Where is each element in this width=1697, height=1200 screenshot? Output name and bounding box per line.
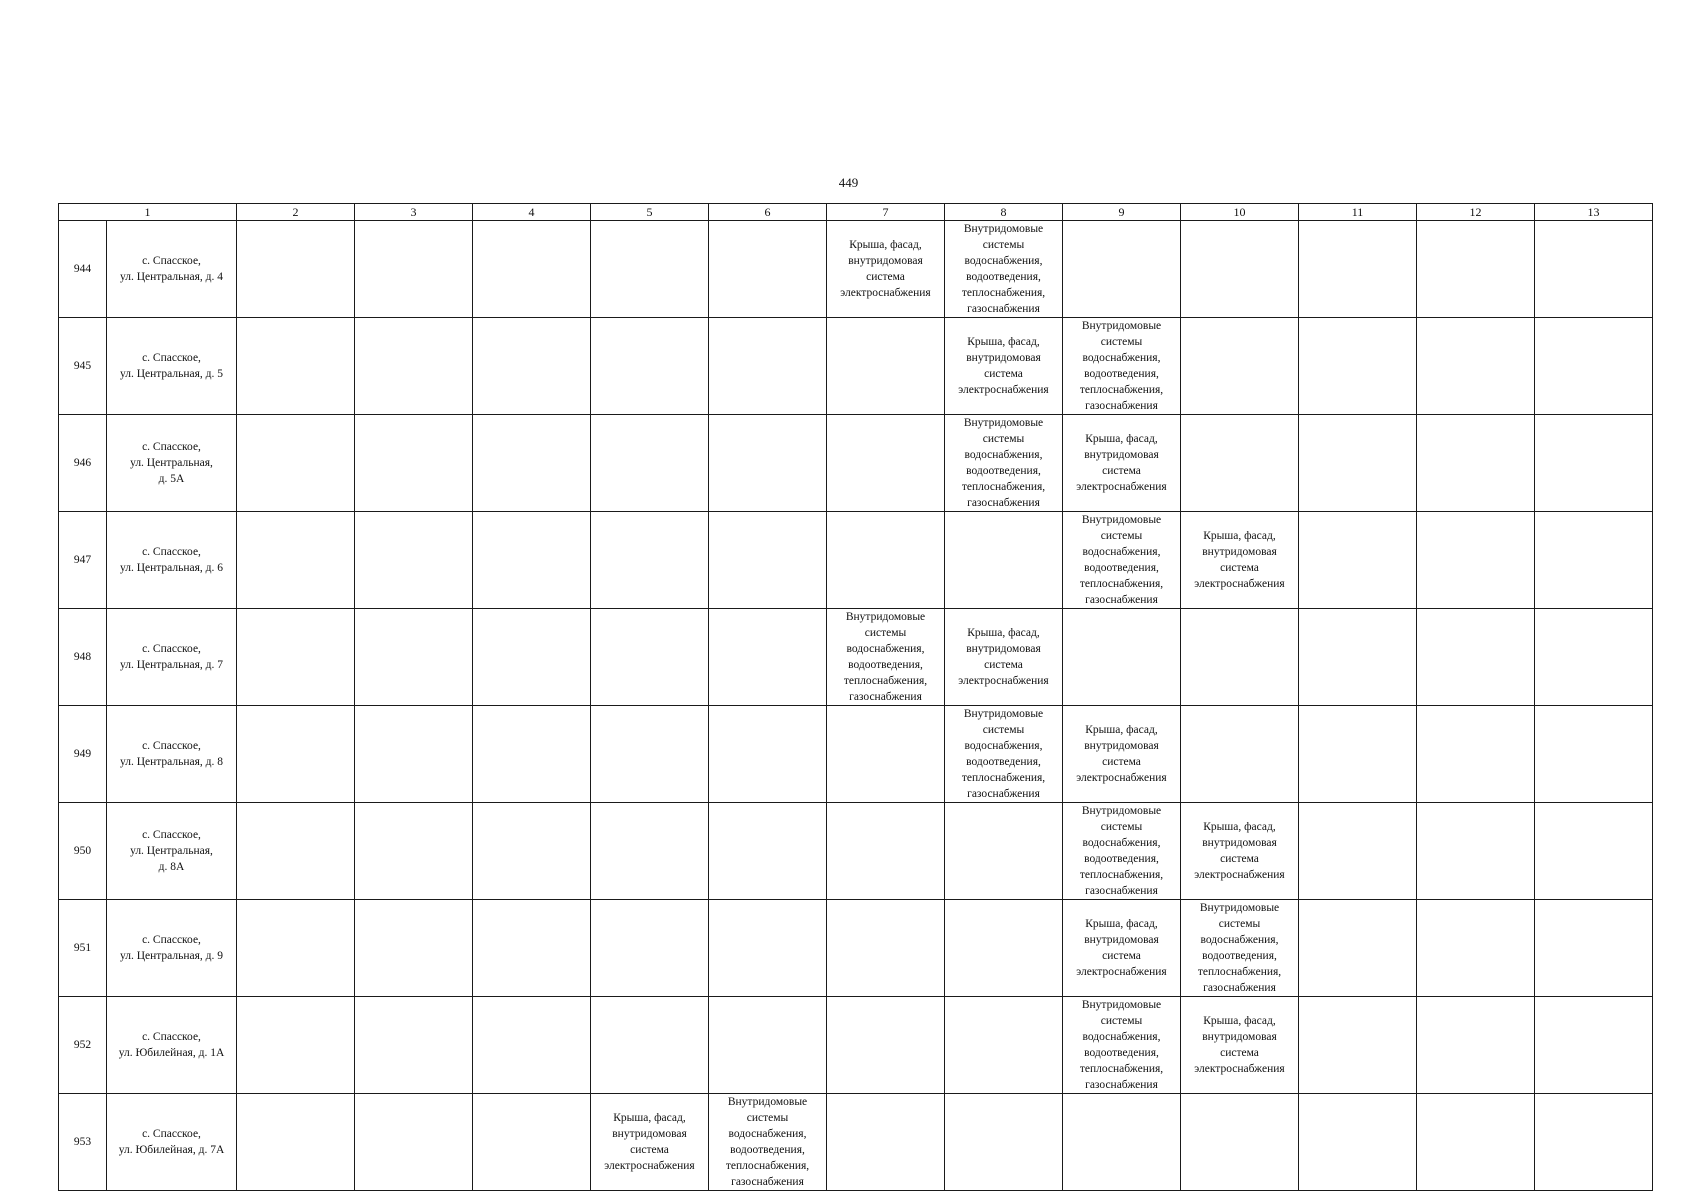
row-number: 950 — [59, 803, 107, 900]
row-number: 953 — [59, 1094, 107, 1191]
work-line: теплоснабжения, — [961, 772, 1046, 784]
work-line: водоснабжения, — [728, 1128, 807, 1140]
address-line: ул. Центральная, д. 7 — [119, 659, 224, 671]
address-cell — [107, 997, 237, 1094]
column-header-13: 13 — [1535, 204, 1653, 221]
row-number: 944 — [59, 221, 107, 318]
work-line: система — [1102, 950, 1141, 962]
work-line: водоснабжения, — [964, 740, 1043, 752]
work-line: электроснабжения — [1194, 578, 1285, 590]
table-row — [59, 221, 1653, 318]
work-cell-col-9 — [1063, 318, 1181, 415]
work-line: внутридомовая — [1202, 837, 1277, 849]
address-line: с. Спасское, — [142, 829, 201, 841]
work-cell-col-5 — [591, 803, 709, 900]
work-line: внутридомовая — [848, 255, 923, 267]
address-line: д. 5А — [158, 473, 185, 485]
work-cell-col-3 — [355, 221, 473, 318]
work-cell-col-12 — [1417, 318, 1535, 415]
address-line: ул. Центральная, д. 4 — [119, 271, 224, 283]
work-cell-col-3 — [355, 706, 473, 803]
work-line: Крыша, фасад, — [613, 1112, 686, 1124]
address-cell — [107, 803, 237, 900]
table-row — [59, 609, 1653, 706]
work-cell-col-2 — [237, 1094, 355, 1191]
work-cell-col-5 — [591, 706, 709, 803]
table-body — [59, 221, 1653, 1191]
work-line: системы — [982, 724, 1025, 736]
table-row — [59, 415, 1653, 512]
address-cell — [107, 318, 237, 415]
table-row — [59, 997, 1653, 1094]
work-cell-col-5 — [591, 318, 709, 415]
work-line: водоснабжения, — [1082, 837, 1161, 849]
work-cell-col-7 — [827, 609, 945, 706]
work-cell-col-13 — [1535, 803, 1653, 900]
work-cell-col-4 — [473, 512, 591, 609]
column-header-11: 11 — [1299, 204, 1417, 221]
work-cell-col-13 — [1535, 415, 1653, 512]
work-cell-col-6 — [709, 997, 827, 1094]
work-line: системы — [746, 1112, 789, 1124]
column-header-10: 10 — [1181, 204, 1299, 221]
work-cell-col-7 — [827, 706, 945, 803]
work-cell-col-6 — [709, 415, 827, 512]
work-cell-col-8 — [945, 997, 1063, 1094]
work-line: теплоснабжения, — [1079, 578, 1164, 590]
work-line: системы — [1100, 1015, 1143, 1027]
work-cell-col-8 — [945, 900, 1063, 997]
work-cell-col-7 — [827, 803, 945, 900]
work-cell-col-12 — [1417, 512, 1535, 609]
work-cell-col-5 — [591, 512, 709, 609]
work-cell-col-3 — [355, 997, 473, 1094]
column-number-header-row — [59, 204, 1653, 221]
work-line: водоотведения, — [1084, 853, 1159, 865]
work-cell-col-10 — [1181, 512, 1299, 609]
work-cell-col-4 — [473, 221, 591, 318]
work-line: водоснабжения, — [964, 255, 1043, 267]
column-header-5: 5 — [591, 204, 709, 221]
work-line: электроснабжения — [1076, 966, 1167, 978]
work-line: электроснабжения — [958, 384, 1049, 396]
work-cell-col-10 — [1181, 318, 1299, 415]
work-cell-col-11 — [1299, 803, 1417, 900]
work-line: системы — [1100, 821, 1143, 833]
work-line: Крыша, фасад, — [967, 336, 1040, 348]
page-number: 449 — [838, 175, 859, 190]
work-cell-col-6 — [709, 1094, 827, 1191]
work-cell-col-2 — [237, 803, 355, 900]
work-cell-col-10 — [1181, 997, 1299, 1094]
work-cell-col-10 — [1181, 609, 1299, 706]
column-header-8: 8 — [945, 204, 1063, 221]
work-cell-col-10 — [1181, 900, 1299, 997]
work-line: система — [1220, 562, 1259, 574]
work-line: теплоснабжения, — [1197, 966, 1282, 978]
table-row — [59, 900, 1653, 997]
work-cell-col-2 — [237, 900, 355, 997]
address-line: с. Спасское, — [142, 255, 201, 267]
work-line: водоотведения, — [966, 465, 1041, 477]
work-cell-col-7 — [827, 997, 945, 1094]
work-cell-col-12 — [1417, 803, 1535, 900]
work-cell-col-8 — [945, 706, 1063, 803]
work-line: внутридомовая — [1084, 740, 1159, 752]
table-row — [59, 706, 1653, 803]
work-line: водоотведения, — [966, 756, 1041, 768]
work-line: газоснабжения — [1085, 1079, 1158, 1091]
work-cell-col-8 — [945, 415, 1063, 512]
address-line: ул. Центральная, — [130, 457, 213, 469]
work-line: водоотведения, — [1202, 950, 1277, 962]
work-cell-col-8 — [945, 318, 1063, 415]
work-line: системы — [1218, 918, 1261, 930]
address-line: с. Спасское, — [142, 352, 201, 364]
work-cell-col-9 — [1063, 997, 1181, 1094]
work-line: газоснабжения — [1085, 594, 1158, 606]
column-header-7: 7 — [827, 204, 945, 221]
row-number: 952 — [59, 997, 107, 1094]
address-line: с. Спасское, — [142, 1128, 201, 1140]
work-line: газоснабжения — [731, 1176, 804, 1188]
work-line: теплоснабжения, — [725, 1160, 810, 1172]
work-cell-col-6 — [709, 512, 827, 609]
work-line: водоотведения, — [966, 271, 1041, 283]
work-cell-col-10 — [1181, 706, 1299, 803]
work-cell-col-8 — [945, 1094, 1063, 1191]
work-cell-col-11 — [1299, 997, 1417, 1094]
work-cell-col-11 — [1299, 609, 1417, 706]
work-cell-col-5 — [591, 609, 709, 706]
work-cell-col-6 — [709, 318, 827, 415]
address-cell — [107, 415, 237, 512]
work-cell-col-4 — [473, 803, 591, 900]
work-line: газоснабжения — [849, 691, 922, 703]
work-cell-col-5 — [591, 900, 709, 997]
address-line: ул. Юбилейная, д. 7А — [118, 1144, 225, 1156]
work-line: внутридомовая — [1084, 449, 1159, 461]
work-cell-col-9 — [1063, 706, 1181, 803]
work-cell-col-8 — [945, 609, 1063, 706]
row-number: 949 — [59, 706, 107, 803]
work-line: теплоснабжения, — [961, 481, 1046, 493]
work-line: системы — [982, 239, 1025, 251]
work-cell-col-9 — [1063, 415, 1181, 512]
work-line: водоснабжения, — [1082, 1031, 1161, 1043]
column-header-2: 2 — [237, 204, 355, 221]
work-cell-col-3 — [355, 512, 473, 609]
work-cell-col-4 — [473, 1094, 591, 1191]
address-line: ул. Центральная, д. 5 — [119, 368, 224, 380]
work-cell-col-5 — [591, 221, 709, 318]
work-line: Крыша, фасад, — [1085, 724, 1158, 736]
work-line: Внутридомовые — [1199, 902, 1280, 914]
work-line: Крыша, фасад, — [1203, 821, 1276, 833]
work-cell-col-6 — [709, 803, 827, 900]
work-line: Внутридомовые — [963, 708, 1044, 720]
work-line: внутридомовая — [1084, 934, 1159, 946]
work-cell-col-4 — [473, 706, 591, 803]
work-cell-col-7 — [827, 221, 945, 318]
table-row — [59, 512, 1653, 609]
work-cell-col-9 — [1063, 1094, 1181, 1191]
work-line: система — [866, 271, 905, 283]
work-line: Крыша, фасад, — [849, 239, 922, 251]
work-line: теплоснабжения, — [961, 287, 1046, 299]
address-line: ул. Юбилейная, д. 1А — [118, 1047, 225, 1059]
work-cell-col-6 — [709, 900, 827, 997]
work-cell-col-11 — [1299, 221, 1417, 318]
work-cell-col-8 — [945, 803, 1063, 900]
address-cell — [107, 221, 237, 318]
work-line: электроснабжения — [1076, 481, 1167, 493]
work-line: Внутридомовые — [727, 1096, 808, 1108]
work-line: Внутридомовые — [1081, 999, 1162, 1011]
work-line: система — [1102, 756, 1141, 768]
work-cell-col-5 — [591, 415, 709, 512]
work-cell-col-8 — [945, 512, 1063, 609]
work-cell-col-12 — [1417, 1094, 1535, 1191]
work-cell-col-12 — [1417, 609, 1535, 706]
work-cell-col-7 — [827, 415, 945, 512]
row-number: 946 — [59, 415, 107, 512]
work-cell-col-13 — [1535, 1094, 1653, 1191]
work-cell-col-3 — [355, 318, 473, 415]
work-cell-col-3 — [355, 900, 473, 997]
work-cell-col-3 — [355, 415, 473, 512]
address-cell — [107, 706, 237, 803]
work-line: газоснабжения — [967, 303, 1040, 315]
work-cell-col-2 — [237, 221, 355, 318]
work-cell-col-4 — [473, 415, 591, 512]
work-cell-col-6 — [709, 706, 827, 803]
address-line: с. Спасское, — [142, 740, 201, 752]
work-line: газоснабжения — [967, 497, 1040, 509]
work-line: электроснабжения — [1194, 1063, 1285, 1075]
work-cell-col-3 — [355, 803, 473, 900]
work-cell-col-13 — [1535, 706, 1653, 803]
address-line: ул. Центральная, д. 6 — [119, 562, 224, 574]
work-cell-col-13 — [1535, 512, 1653, 609]
work-cell-col-11 — [1299, 318, 1417, 415]
work-line: внутридомовая — [966, 643, 1041, 655]
repair-schedule-table — [58, 203, 1653, 1191]
column-header-3: 3 — [355, 204, 473, 221]
work-cell-col-3 — [355, 1094, 473, 1191]
work-cell-col-12 — [1417, 706, 1535, 803]
work-cell-col-3 — [355, 609, 473, 706]
table-row — [59, 318, 1653, 415]
address-line: с. Спасское, — [142, 546, 201, 558]
work-cell-col-11 — [1299, 512, 1417, 609]
address-cell — [107, 512, 237, 609]
work-line: внутридомовая — [966, 352, 1041, 364]
work-line: Крыша, фасад, — [967, 627, 1040, 639]
work-cell-col-9 — [1063, 803, 1181, 900]
work-cell-col-4 — [473, 900, 591, 997]
work-line: водоснабжения, — [846, 643, 925, 655]
row-number: 951 — [59, 900, 107, 997]
work-cell-col-2 — [237, 609, 355, 706]
address-line: д. 8А — [158, 861, 185, 873]
work-line: теплоснабжения, — [843, 675, 928, 687]
work-cell-col-9 — [1063, 609, 1181, 706]
work-cell-col-11 — [1299, 415, 1417, 512]
work-cell-col-2 — [237, 415, 355, 512]
work-line: Внутридомовые — [963, 417, 1044, 429]
work-cell-col-10 — [1181, 803, 1299, 900]
work-cell-col-13 — [1535, 997, 1653, 1094]
work-line: электроснабжения — [1076, 772, 1167, 784]
work-cell-col-8 — [945, 221, 1063, 318]
work-cell-col-13 — [1535, 318, 1653, 415]
work-cell-col-7 — [827, 900, 945, 997]
work-cell-col-2 — [237, 706, 355, 803]
work-line: водоснабжения, — [1082, 546, 1161, 558]
column-header-12: 12 — [1417, 204, 1535, 221]
work-cell-col-9 — [1063, 900, 1181, 997]
column-header-6: 6 — [709, 204, 827, 221]
work-line: Внутридомовые — [1081, 320, 1162, 332]
work-cell-col-12 — [1417, 900, 1535, 997]
column-header-4: 4 — [473, 204, 591, 221]
work-cell-col-10 — [1181, 221, 1299, 318]
work-line: Крыша, фасад, — [1085, 433, 1158, 445]
column-header-1: 1 — [59, 204, 237, 221]
work-line: система — [630, 1144, 669, 1156]
work-line: водоотведения, — [1084, 1047, 1159, 1059]
work-cell-col-2 — [237, 512, 355, 609]
work-cell-col-12 — [1417, 221, 1535, 318]
work-line: системы — [982, 433, 1025, 445]
work-cell-col-6 — [709, 609, 827, 706]
work-line: водоотведения, — [1084, 562, 1159, 574]
work-line: электроснабжения — [604, 1160, 695, 1172]
work-line: теплоснабжения, — [1079, 1063, 1164, 1075]
work-line: система — [984, 368, 1023, 380]
work-cell-col-9 — [1063, 512, 1181, 609]
work-line: Крыша, фасад, — [1203, 530, 1276, 542]
work-line: система — [1102, 465, 1141, 477]
work-line: водоотведения, — [730, 1144, 805, 1156]
address-line: с. Спасское, — [142, 1031, 201, 1043]
work-line: водоснабжения, — [1200, 934, 1279, 946]
work-line: газоснабжения — [1085, 400, 1158, 412]
work-cell-col-7 — [827, 1094, 945, 1191]
work-cell-col-7 — [827, 512, 945, 609]
work-cell-col-5 — [591, 1094, 709, 1191]
work-cell-col-4 — [473, 318, 591, 415]
work-line: внутридомовая — [1202, 546, 1277, 558]
work-cell-col-5 — [591, 997, 709, 1094]
work-line: Внутридомовые — [1081, 805, 1162, 817]
work-line: внутридомовая — [612, 1128, 687, 1140]
work-line: водоотведения, — [848, 659, 923, 671]
work-line: системы — [1100, 530, 1143, 542]
work-line: электроснабжения — [1194, 869, 1285, 881]
work-line: внутридомовая — [1202, 1031, 1277, 1043]
row-number: 945 — [59, 318, 107, 415]
work-line: Внутридомовые — [1081, 514, 1162, 526]
address-line: с. Спасское, — [142, 643, 201, 655]
work-line: теплоснабжения, — [1079, 384, 1164, 396]
work-line: теплоснабжения, — [1079, 869, 1164, 881]
work-cell-col-10 — [1181, 1094, 1299, 1191]
column-header-9: 9 — [1063, 204, 1181, 221]
work-line: водоснабжения, — [1082, 352, 1161, 364]
work-cell-col-13 — [1535, 221, 1653, 318]
work-line: газоснабжения — [967, 788, 1040, 800]
address-line: ул. Центральная, д. 9 — [119, 950, 224, 962]
work-line: газоснабжения — [1203, 982, 1276, 994]
work-line: Крыша, фасад, — [1203, 1015, 1276, 1027]
work-cell-col-11 — [1299, 1094, 1417, 1191]
work-cell-col-2 — [237, 997, 355, 1094]
work-line: газоснабжения — [1085, 885, 1158, 897]
work-cell-col-12 — [1417, 415, 1535, 512]
work-line: системы — [864, 627, 907, 639]
address-cell — [107, 1094, 237, 1191]
row-number: 947 — [59, 512, 107, 609]
work-cell-col-6 — [709, 221, 827, 318]
address-cell — [107, 900, 237, 997]
table-row — [59, 803, 1653, 900]
address-line: с. Спасское, — [142, 441, 201, 453]
work-line: электроснабжения — [840, 287, 931, 299]
work-cell-col-13 — [1535, 609, 1653, 706]
work-cell-col-13 — [1535, 900, 1653, 997]
work-cell-col-12 — [1417, 997, 1535, 1094]
work-cell-col-2 — [237, 318, 355, 415]
address-line: ул. Центральная, — [130, 845, 213, 857]
work-line: Крыша, фасад, — [1085, 918, 1158, 930]
work-cell-col-4 — [473, 609, 591, 706]
work-line: водоотведения, — [1084, 368, 1159, 380]
work-cell-col-7 — [827, 318, 945, 415]
work-cell-col-4 — [473, 997, 591, 1094]
address-line: ул. Центральная, д. 8 — [119, 756, 224, 768]
work-line: система — [984, 659, 1023, 671]
row-number: 948 — [59, 609, 107, 706]
work-line: Внутридомовые — [845, 611, 926, 623]
work-line: система — [1220, 853, 1259, 865]
work-cell-col-10 — [1181, 415, 1299, 512]
address-cell — [107, 609, 237, 706]
work-cell-col-11 — [1299, 900, 1417, 997]
address-line: с. Спасское, — [142, 934, 201, 946]
work-line: Внутридомовые — [963, 223, 1044, 235]
work-cell-col-11 — [1299, 706, 1417, 803]
work-line: водоснабжения, — [964, 449, 1043, 461]
work-line: электроснабжения — [958, 675, 1049, 687]
work-line: системы — [1100, 336, 1143, 348]
work-cell-col-9 — [1063, 221, 1181, 318]
table-row — [59, 1094, 1653, 1191]
work-line: система — [1220, 1047, 1259, 1059]
